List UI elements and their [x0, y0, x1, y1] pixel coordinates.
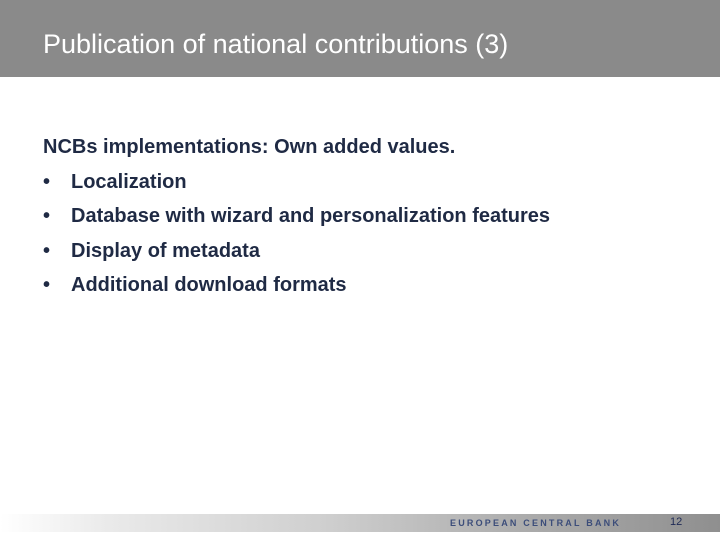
- bullet-marker: •: [43, 239, 51, 262]
- bullet-list: [43, 165, 683, 303]
- bullet-text: Display of metadata: [71, 239, 260, 262]
- footer-brand: EUROPEAN CENTRAL BANK: [450, 518, 622, 528]
- bullet-item: [43, 268, 683, 303]
- bullet-item: [43, 199, 683, 234]
- bullet-item: [43, 234, 683, 269]
- slide-title: Publication of national contributions (3): [43, 29, 509, 59]
- page-number: 12: [670, 516, 683, 528]
- bullet-marker: •: [43, 274, 51, 296]
- intro-text: NCBs implementations: Own added values.: [43, 136, 456, 158]
- bullet-text: Additional download formats: [71, 274, 347, 296]
- slide-body: [43, 130, 683, 303]
- bullet-item: [43, 165, 683, 200]
- bullet-marker: •: [43, 205, 51, 227]
- bullet-marker: •: [43, 170, 51, 193]
- bullet-text: Database with wizard and personalization features: [71, 205, 551, 227]
- title-bar: [0, 0, 720, 77]
- bullet-text: Localization: [71, 170, 187, 193]
